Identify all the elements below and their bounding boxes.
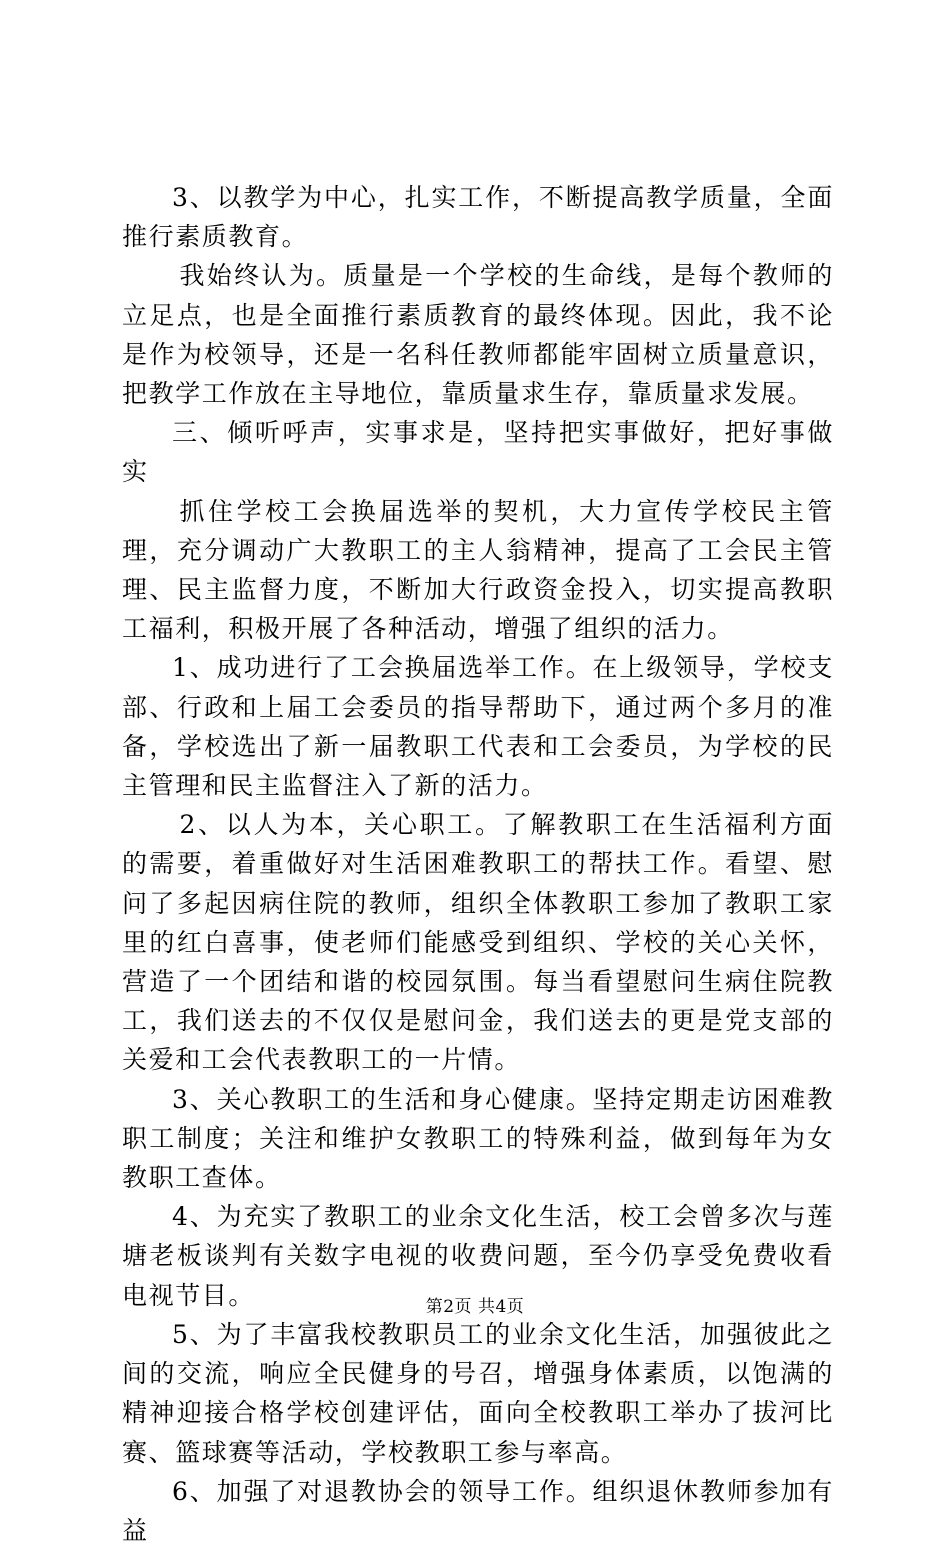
paragraph-8: 5、为了丰富我校教职员工的业余文化生活，加强彼此之间的交流，响应全民健身的号召，增强身体素质，以饱满的精神迎接合格学校创建评估，面向全校教职工举办了拔河比赛、篮球赛等活动，学校教职工参与率高。 — [122, 1319, 834, 1467]
paragraph-4: 1、成功进行了工会换届选举工作。在上级领导，学校支部、行政和上届工会委员的指导帮助下，通过两个多月的准备，学校选出了新一届教职工代表和工会委员，为学校的民主管理和民主监督注入了新的活力。 — [122, 653, 834, 801]
paragraph-3: 抓住学校工会换届选举的契机，大力宣传学校民主管理，充分调动广大教职工的主人翁精神，提高了工会民主管理、民主监督力度，不断加大行政资金投入，切实提高教职工福利，积极开展了各种活动，增强了组织的活力。 — [122, 496, 834, 644]
paragraph-7: 4、为充实了教职工的业余文化生活，校工会曾多次与莲塘老板谈判有关数字电视的收费问题，至今仍享受免费收看电视节目。 — [122, 1202, 834, 1310]
paragraph-5: 2、以人为本，关心职工。了解教职工在生活福利方面的需要，着重做好对生活困难教职工的帮扶工作。看望、慰问了多起因病住院的教师，组织全体教职工参加了教职工家里的红白喜事，使老师们能感受到组织、学校的关心关怀，营造了一个团结和谐的校园氛围。每当看望慰问生病住院教工，我们送去的不仅仅是慰问金，我们送去的更是党支部的关爱和工会代表教职工的一片情。 — [122, 810, 834, 1075]
paragraph-9: 6、加强了对退教协会的领导工作。组织退休教师参加有益 — [122, 1476, 834, 1545]
section-heading-3: 三、倾听呼声，实事求是，坚持把实事做好，把好事做实 — [122, 418, 834, 487]
document-body — [122, 178, 834, 1550]
paragraph-1: 3、以教学为中心，扎实工作，不断提高教学质量，全面推行素质教育。 — [122, 183, 834, 252]
page-footer: 第2页 共4页 — [425, 1297, 525, 1317]
paragraph-6: 3、关心教职工的生活和身心健康。坚持定期走访困难教职工制度；关注和维护女教职工的特殊利益，做到每年为女教职工查体。 — [122, 1084, 834, 1193]
paragraph-2: 我始终认为。质量是一个学校的生命线，是每个教师的立足点，也是全面推行素质教育的最终体现。因此，我不论是作为校领导，还是一名科任教师都能牢固树立质量意识，把教学工作放在主导地位，靠质量求生存，靠质量求发展。 — [122, 261, 834, 409]
